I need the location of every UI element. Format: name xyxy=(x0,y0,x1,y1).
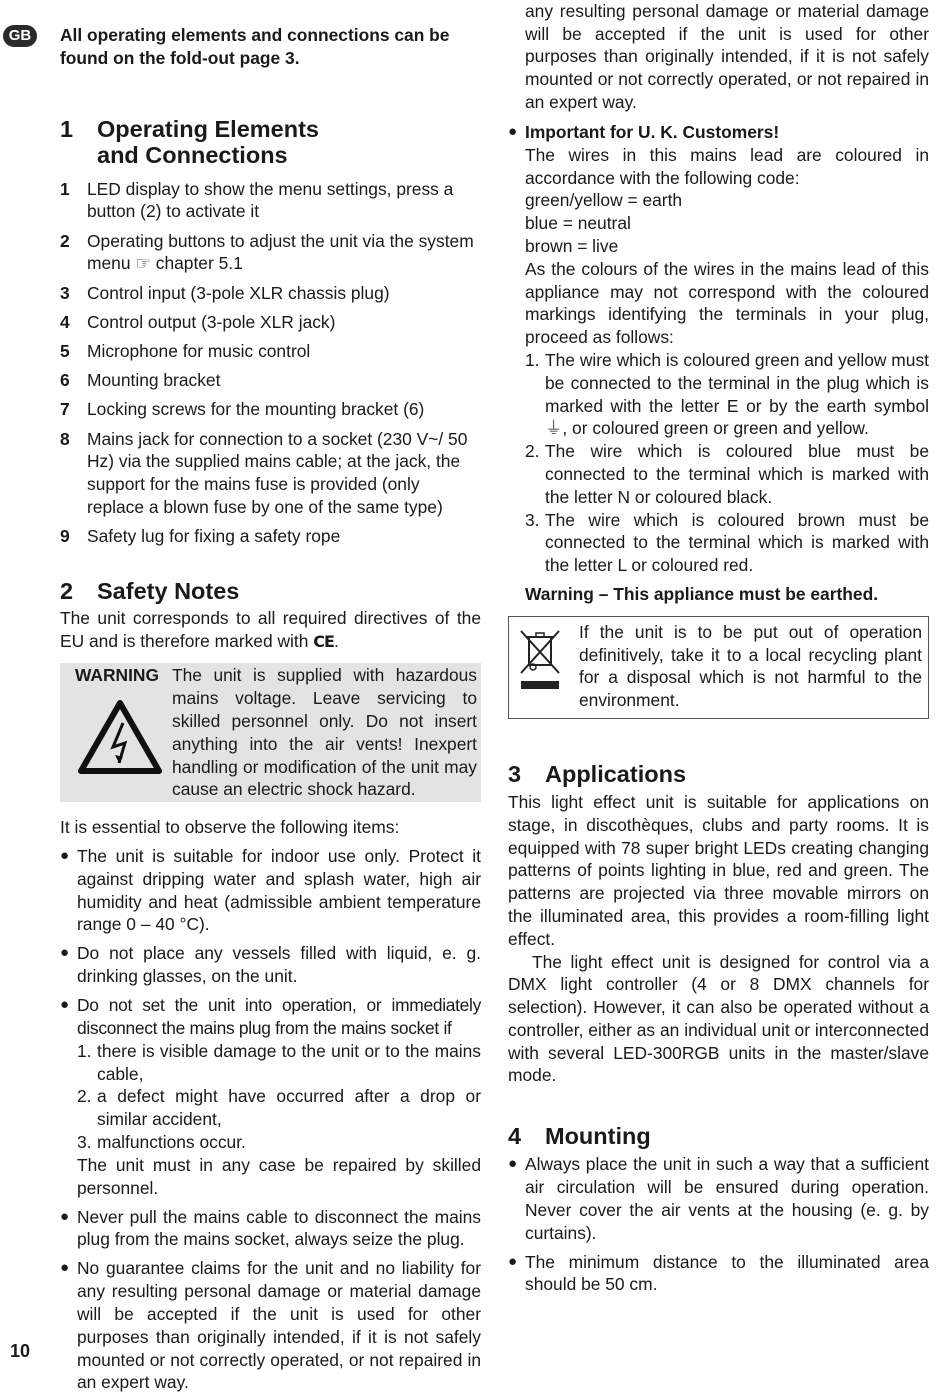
item-number: 1. xyxy=(77,1040,92,1061)
section2-number: 2 xyxy=(60,577,74,604)
bullet-text: The minimum distance to the illuminated area should be 50 cm. xyxy=(525,1251,929,1295)
warning-side xyxy=(68,664,172,801)
liability-continuation xyxy=(508,0,929,115)
list-item xyxy=(60,282,481,305)
list-item xyxy=(77,1040,481,1086)
section4-title: Mounting xyxy=(545,1123,651,1150)
bullet-text: The unit is suitable for indoor use only. Protect it against dripping water and splash water, high air humidity and heat (admissible ambient temperature range 0 – 40 °C). xyxy=(77,846,481,935)
list-item xyxy=(60,525,481,548)
safety-intro-end: . xyxy=(333,630,339,651)
language-badge: GB xyxy=(3,25,37,47)
section2-title: Safety Notes xyxy=(97,577,240,604)
uk-code-neutral: blue = neutral xyxy=(525,213,631,234)
list-item xyxy=(60,178,481,224)
item-number: 5 xyxy=(60,340,70,361)
recycling-notice xyxy=(508,616,929,719)
recycling-text: If the unit is to be put out of operation definitively, take it to a local recycling plant for a disposal which is not harmful to the environment. xyxy=(579,621,922,711)
list-item xyxy=(525,349,929,440)
section3-heading xyxy=(508,761,929,787)
intro-note: All operating elements and connections can be found on the fold-out page 3. xyxy=(60,25,450,68)
safety-intro-text: The unit corresponds to all required directives of the EU and is therefore marked with xyxy=(60,607,481,651)
list-item xyxy=(60,398,481,421)
bullet-icon: ● xyxy=(508,1252,518,1270)
safety-intro xyxy=(60,607,481,654)
item-text: malfunctions occur. xyxy=(97,1131,246,1152)
item-number: 1. xyxy=(525,349,540,370)
uk-content xyxy=(525,121,929,606)
list-item xyxy=(525,509,929,577)
observe-note: It is essential to observe the following items: xyxy=(60,817,400,838)
list-item xyxy=(77,1085,481,1131)
bullet-content xyxy=(77,994,481,1199)
bullet-icon: ● xyxy=(60,944,70,962)
item-text: The wire which is coloured brown must be connected to the terminal which is marked with the letter L or coloured red. xyxy=(545,509,929,576)
uk-paragraph: As the colours of the wires in the mains lead of this appliance may not correspond with the coloured markings identifying the terminals in your plug, proceed as follows: xyxy=(525,258,929,348)
uk-intro: The wires in this mains lead are coloured in accordance with the following code: xyxy=(525,144,929,188)
ce-mark-icon: CE xyxy=(313,631,334,651)
item-text: Control output (3-pole XLR jack) xyxy=(87,311,336,332)
bullet-text: No guarantee claims for the unit and no liability for any resulting personal damage or material damage will be accepted if the unit is used for other purposes than originally intended, if it is not safely mounted or not correctly operated, or not repaired in an expert way. xyxy=(77,1258,481,1393)
item-text: a defect might have occurred after a drop or similar accident, xyxy=(97,1086,481,1130)
section3-number: 3 xyxy=(508,760,522,787)
list-item xyxy=(60,311,481,334)
list-item xyxy=(60,428,481,519)
bullet-text: Do not place any vessels filled with liquid, e. g. drinking glasses, on the unit. xyxy=(77,943,481,987)
item-text: Safety lug for fixing a safety rope xyxy=(87,526,341,547)
section3-title: Applications xyxy=(545,760,687,787)
section4-number: 4 xyxy=(508,1123,522,1150)
item-number: 3. xyxy=(525,509,540,530)
list-item xyxy=(60,340,481,363)
mounting-bullet-air xyxy=(508,1153,929,1244)
item-number: 3. xyxy=(77,1131,92,1152)
weee-crossed-bin-icon xyxy=(515,621,571,712)
section2-heading xyxy=(60,578,481,604)
item-text: LED display to show the menu settings, press a button (2) to activate it xyxy=(87,178,454,222)
left-column xyxy=(60,24,481,1393)
item-number: 8 xyxy=(60,428,70,449)
bullet-icon: ● xyxy=(60,847,70,865)
safety-bullet-disconnect xyxy=(60,994,481,1199)
item-text: there is visible damage to the unit or to the mains cable, xyxy=(97,1040,481,1084)
uk-code-earth: green/yellow = earth xyxy=(525,190,683,211)
bullet-outro: The unit must in any case be repaired by skilled personnel. xyxy=(77,1154,481,1198)
safety-bullet-vessels xyxy=(60,942,481,988)
bullet-text: Always place the unit in such a way that a sufficient air circulation will be ensured during operation. Never cover the air vents at the housing (e. g. by curtains). xyxy=(525,1154,929,1243)
bullet-icon: ● xyxy=(60,1259,70,1277)
safety-bullet-indoor xyxy=(60,845,481,936)
item-text: Locking screws for the mounting bracket (6) xyxy=(87,399,425,420)
list-item xyxy=(77,1131,481,1154)
item-text: Mounting bracket xyxy=(87,370,221,391)
item-text: Control input (3-pole XLR chassis plug) xyxy=(87,282,390,303)
bullet-text: Never pull the mains cable to disconnect the mains plug from the mains socket, always seize the plug. xyxy=(77,1206,481,1250)
uk-earth-warning: Warning – This appliance must be earthed. xyxy=(525,583,879,604)
item-text: Microphone for music control xyxy=(87,340,311,361)
uk-code-live: brown = live xyxy=(525,235,619,256)
page-number: 10 xyxy=(10,1341,31,1361)
bullet-icon: ● xyxy=(60,996,70,1014)
warning-text: The unit is supplied with hazardous mains voltage. Leave servicing to skilled personnel only. Do not insert anything into the air vents! Inexpert handling or modification of the unit may cause an electric shock hazard. xyxy=(172,665,477,800)
uk-steps-list xyxy=(525,349,929,577)
item-number: 2 xyxy=(60,230,70,251)
list-item xyxy=(60,230,481,276)
right-column xyxy=(508,0,929,1302)
uk-title: Important for U. K. Customers! xyxy=(525,122,780,142)
item-number: 3 xyxy=(60,282,70,303)
list-item xyxy=(525,440,929,508)
warning-box xyxy=(60,663,481,802)
section4-heading xyxy=(508,1123,929,1149)
damage-list xyxy=(77,1040,481,1154)
section1-title-line2: and Connections xyxy=(97,141,288,168)
item-text: The wire which is coloured green and yellow must be connected to the terminal in the plug which is marked with the letter E or by the earth symbol ⏚, or coloured green or green and yellow. xyxy=(545,349,929,439)
bullet-icon: ● xyxy=(508,123,518,140)
liability-continuation-text: any resulting personal damage or material damage will be accepted if the unit is used for other purposes than originally intended, if it is not safely mounted or not correctly operated, or not repaired in an expert way. xyxy=(525,0,929,112)
bullet-text: Do not set the unit into operation, or immediately disconnect the mains plug from the mains socket if xyxy=(77,995,481,1038)
item-number: 1 xyxy=(60,178,70,199)
operating-elements-list xyxy=(60,178,481,548)
item-text: Operating buttons to adjust the unit via the system menu ☞ chapter 5.1 xyxy=(87,230,474,274)
item-text: The wire which is coloured blue must be connected to the terminal which is marked with the letter N or coloured black. xyxy=(545,441,929,507)
section1-heading xyxy=(60,116,481,168)
uk-customers-block xyxy=(508,121,929,606)
safety-bullet-plug xyxy=(60,1206,481,1252)
high-voltage-warning-icon xyxy=(77,699,163,781)
safety-bullet-liability xyxy=(60,1257,481,1393)
item-number: 7 xyxy=(60,399,70,420)
list-item xyxy=(60,369,481,392)
applications-paragraph-2: The light effect unit is designed for control via a DMX light controller (4 or 8 DMX channels for selection). However, it can also be operated without a controller, either as an individual unit or interconnected with several LED-300RGB units in the master/slave mode. xyxy=(508,951,929,1086)
mounting-bullet-distance xyxy=(508,1251,929,1297)
item-text: Mains jack for connection to a socket (230 V~/ 50 Hz) via the supplied mains cable; at the jack, the support for the mains fuse is provided (only replace a blown fuse by one of the same type) xyxy=(87,428,468,517)
applications-paragraph-1: This light effect unit is suitable for applications on stage, in discothèques, clubs and party rooms. It is equipped with 78 super bright LEDs creating changing patterns of points lighting in blue, red and green. The patterns are projected via three movable mirrors on the illuminated area, this provides a room-filling light effect. xyxy=(508,791,929,949)
section1-title xyxy=(97,116,319,168)
item-number: 9 xyxy=(60,526,70,547)
bullet-icon: ● xyxy=(508,1155,518,1173)
section1-title-line1: Operating Elements xyxy=(97,115,319,142)
item-number: 2. xyxy=(525,441,540,462)
bullet-icon: ● xyxy=(60,1207,70,1225)
item-number: 6 xyxy=(60,370,70,391)
section1-number: 1 xyxy=(60,115,74,142)
item-number: 4 xyxy=(60,311,70,332)
item-number: 2. xyxy=(77,1086,92,1107)
warning-label: WARNING xyxy=(74,665,160,686)
